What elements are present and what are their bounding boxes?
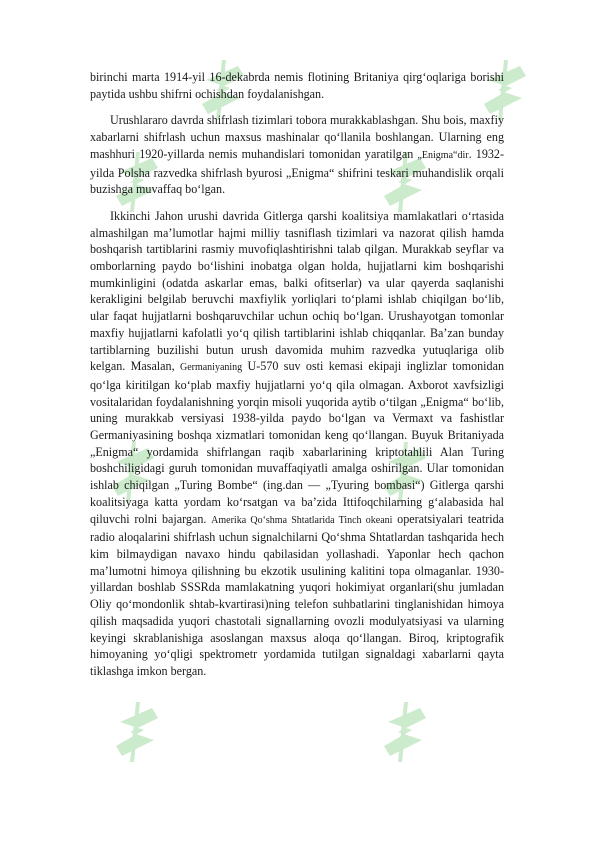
paragraph-2 bbox=[90, 112, 504, 198]
paragraph-3-text-c: operatsiyalari teatrida radio aloqalarini shifrlash uchun signalchilarni Qo‘shma Shtatlardan tashqarida hech kim bilmaydigan navaxo hindu qabilasidan yollashadi. Yaponlar hech qachon ma’lumotni himoya qilishning bu ekzotik usulining kalitini topa olmaganlar. 1930-yillardan boshlab SSSRda mamlakatning yuqori hokimiyat organlari(shu jumladan Oliy qo‘mondonlik shtab-kvartirasi)ning telefon suhbatlarini tinglanishidan himoya qilish maqsadida yuqori chastotali signallarning ovozli modulyatsiyasi va ularning keyingi skrablanishiga asoslangan maxsus aloqa qo‘llangan. Biroq, kriptografik himoyaning yo‘qligi spektrometr yordamida tutilgan signaldagi xabarlarni qayta tiklashga imkon bergan. bbox=[90, 511, 504, 678]
paragraph-3-small-text-1: Germaniyaning bbox=[179, 362, 243, 374]
paragraph-2-text-b: . 1932-yilda Polsha razvedka shifrlash byurosi „Enigma“ shifrini teskari muhandislik orqali buzishga muvaffaq bo‘lgan. bbox=[90, 146, 504, 197]
paragraph-1 bbox=[90, 69, 504, 102]
paragraph-1-text: birinchi marta 1914-yil 16-dekabrda nemis flotining Britaniya qirg‘oqlariga borishi paytida ushbu shifrni ochishdan foydalanishgan. bbox=[90, 70, 504, 101]
paragraph-2-text-a: Urushlararo davrda shifrlash tizimlari tobora murakkablashgan. Shu bois, maxfiy xabarlarni shifrlash uchun maxsus mashinalar qo‘llanila boshlangan. Ularning eng mashhuri 1920-yillarda nemis muhandislari tomonidan yaratilgan bbox=[90, 113, 504, 161]
paragraph-3-text-b: U-570 suv osti kemasi ekipaji inglizlar tomonidan qo‘lga kiritilgan ko‘plab maxfiy hujjatlarni yo‘q qila olmagan. Axborot xavfsizligi vositalaridan foydalanishning yorqin misoli yuqorida aytib o‘tilgan „Enigma“ bo‘lib, uning murakkab versiyasi 1938-yilda paydo bo‘lgan va Vermaxt va fashistlar Germaniyasining boshqa xizmatlari tomonidan keng qo‘llangan. Buyuk Britaniyada „Enigma“ yordamida shifrlangan raqib xabarlarining kriptotahlili Alan Turing boshchiligidagi guruh tomonidan muvaffaqiyatli amalga oshirilgan. Ular tomonidan ishlab chiqilgan „Turing Bombe“ (ing.dan — „Tyuring bombasi“) Gitlerga qarshi koalitsiyaga katta yordam ko‘rsatgan va ba’zida Ittifoqchilarning g‘alabasida hal qiluvchi rolni bajargan. bbox=[90, 359, 504, 526]
body-text bbox=[90, 69, 504, 690]
paragraph-3-text-a: Ikkinchi Jahon urushi davrida Gitlerga qarshi koalitsiya mamlakatlari o‘rtasida almashilgan ma’lumotlar hajmi milliy tasniflash tizimlari va nazorat qilish hamda boshqarish tartiblarini rasmiy muvofiqlashtirishni talab qilgan. Murakkab seyflar va omborlarning paydo bo‘lishini inobatga olgan holda, hujjatlarni kim boshqarishi mumkinligini (odatda askarlar emas, balki ofitserlar) va ular qayerda saqlanishi kerakligini belgilab beruvchi maxfiylik yorliqlari to‘plami ishlab chiqilgan bo‘lib, ular faqat hujjatlarni boshqaruvchilar uchun ochiq bo‘lgan. Urushayotgan tomonlar maxfiy hujjatlarni kafolatli yo‘q qilish tartiblarini ishlab chiqqanlar. Ba’zan bunday tartiblarning buzilishi butun urush davomida muhim razvedka yutuqlariga olib kelgan. Masalan, bbox=[90, 208, 504, 374]
paragraph-3-small-text-2: Amerika Qo‘shma Shtatlarida Tinch okeani bbox=[211, 514, 393, 526]
dollar-s-watermark-icon bbox=[92, 700, 172, 764]
paragraph-3 bbox=[90, 208, 504, 680]
paragraph-2-small-text: „Enigma“dir bbox=[417, 149, 469, 161]
dollar-s-watermark-icon bbox=[360, 700, 440, 764]
